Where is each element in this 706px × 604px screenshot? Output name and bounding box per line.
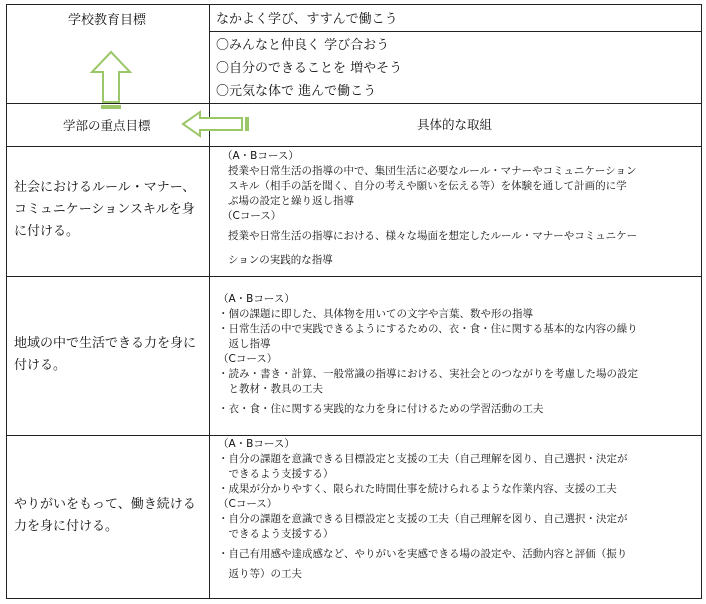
school-goal-label: 学校教育目標 [68, 13, 147, 28]
action-line: ・衣・食・住に関する実践的な力を身に付けるための学習活動の工夫 [218, 403, 544, 415]
course-label-c: （Cコース） [218, 498, 278, 510]
action-line: ションの実践的な指導 [228, 254, 333, 266]
action-line: 返り等）の工夫 [218, 568, 302, 580]
action-line: ・成果が分かりやすく、限られた時間仕事を続けられるような作業内容、支援の工夫 [218, 483, 617, 495]
focus-goal-line: に付ける。 [14, 224, 80, 239]
school-goal-item: 〇みんなと仲良く 学び合おう [216, 38, 390, 53]
focus-goal-row-1 [14, 177, 206, 243]
action-line: 授業や日常生活の指導における、様々な場面を想定したルール・マナーやコミュニケー [228, 230, 638, 242]
action-line: ・日常生活の中で実践できるようにするための、衣・食・住に関する基本的な内容の繰り [218, 323, 638, 335]
row-divider-header-bottom [6, 146, 702, 147]
action-line: ・個の課題に即した、具体物を用いての文字や言葉、数や形の指導 [218, 308, 533, 320]
focus-goal-row-2 [14, 333, 206, 377]
action-line: できるよう支援する） [218, 468, 334, 480]
table-border-left [6, 4, 7, 599]
course-label-c: （Cコース） [218, 353, 278, 365]
action-line: ・自己有用感や達成感など、やりがいを実感できる場の設定や、活動内容と評価（振り [218, 548, 628, 560]
table-border-bottom [6, 598, 702, 599]
course-label-ab: （A・Bコース） [218, 438, 295, 450]
actions-header: 具体的な取組 [417, 117, 493, 132]
action-line: ぶ場の設定と繰り返し指導 [228, 195, 354, 207]
action-line: ・読み・書き・計算、一般常識の指導における、実社会とのつながりを考慮した場の設定 [218, 368, 638, 380]
focus-goal-header: 学部の重点目標 [63, 118, 151, 133]
focus-goal-line: やりがいをもって、働き続ける [14, 497, 196, 512]
table-border-right [701, 4, 702, 599]
focus-goal-line: 付ける。 [14, 358, 67, 373]
focus-goal-line: コミュニケーションスキルを身 [14, 202, 195, 217]
focus-goal-line: 力を身に付ける。 [14, 519, 119, 534]
action-line: ・自分の課題を意識できる目標設定と支援の工夫（自己理解を図り、自己選択・決定が [218, 513, 628, 525]
focus-goal-line: 社会におけるルール・マナー、 [14, 180, 196, 195]
course-label-ab: （A・Bコース） [222, 150, 299, 162]
action-line: 授業や日常生活の指導の中で、集団生活に必要なルール・マナーやコミュニケーション [228, 165, 637, 177]
focus-goal-row-3 [14, 494, 206, 538]
actions-row-1 [222, 149, 700, 268]
actions-row-3 [218, 437, 700, 582]
school-goal-item: 〇自分のできることを 増やそう [216, 61, 403, 76]
course-label-ab: （A・Bコース） [218, 293, 295, 305]
action-line: と教材・教具の工夫 [218, 383, 323, 395]
up-arrow-icon [89, 50, 133, 114]
actions-row-2 [218, 292, 700, 417]
action-line: ・自分の課題を意識できる目標設定と支援の工夫（自己理解を図り、自己選択・決定が [218, 453, 628, 465]
action-line: 返し指導 [218, 338, 271, 350]
row-divider-2 [6, 435, 702, 436]
left-arrow-icon [180, 110, 252, 138]
action-line: スキル（相手の話を聞く、自分の考えや願いを伝える等）を体験を通して計画的に学 [228, 180, 627, 192]
row-divider-1 [6, 276, 702, 277]
column-divider [209, 4, 210, 599]
table-border-top [6, 4, 702, 5]
action-line: できるよう支援する） [218, 528, 334, 540]
school-goal-item: 〇元気な体で 進んで働こう [216, 84, 377, 99]
school-motto: なかよく学び、すすんで働こう [216, 12, 398, 27]
course-label-c: （Cコース） [222, 210, 282, 222]
motto-divider [209, 31, 702, 32]
focus-goal-line: 地域の中で生活できる力を身に [14, 336, 197, 351]
